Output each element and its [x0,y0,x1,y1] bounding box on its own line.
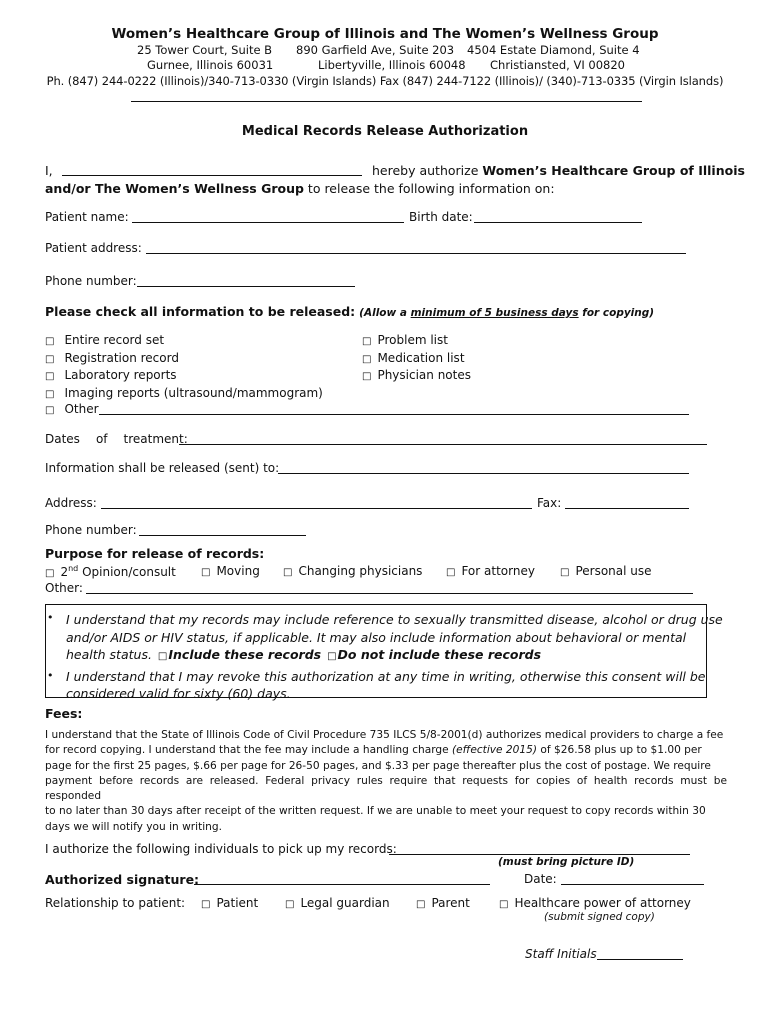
purpose-for-attorney[interactable]: □ For attorney [446,564,535,578]
notice-2-line-2: considered valid for sixty (60) days. [66,686,291,701]
intro-line-2: and/or The Women’s Wellness Group to release the following information on: [45,181,555,196]
birth-date-label: Birth date: [409,210,473,224]
checkbox-icon: □ [45,568,55,579]
patient-address-field[interactable] [146,242,686,254]
release-fax-field[interactable] [565,497,689,509]
relationship-label: Relationship to patient: [45,896,186,910]
notice-1-line-3: health status. □Include these records □Do not include these records [66,647,542,662]
check-section-heading: Please check all information to be released: (Allow a minimum of 5 business days for copying) [45,304,655,319]
staff-initials-field[interactable] [597,948,683,960]
checkbox-icon: □ [327,651,337,662]
checkbox-icon: □ [499,899,509,910]
header-divider [131,101,642,102]
fees-paragraph: I understand that the State of Illinois Code of Civil Procedure 735 ILCS 5/8-2001(d) authorizes medical providers to charge a fee for record copying. I understand that the fee may include a handling charge (effective 2015) of $26.58 plus up to $1.00 per page for the first 25 pages, $.66 per page for 26-50 pages, and $.33 per page thereafter plus the cost of postage. We require payment before records are released. Federal privacy rules require that requests for copies of health records must be responded to no later than 30 days after receipt of the written request. If we are unable to meet your request to copy records within 30 days we will notify you in writing. [45,729,727,833]
pickup-names-field[interactable] [389,843,690,855]
address-gurnee-street: 25 Tower Court, Suite B [137,43,273,57]
address-libertyville-street: 890 Garfield Ave, Suite 203 [296,43,455,57]
release-fax-label: Fax: [537,496,562,510]
checkbox-icon: □ [45,354,55,365]
notice-2-line-1: I understand that I may revoke this authorization at any time in writing, otherwise this consent will be [66,669,706,684]
address-gurnee-city: Gurnee, Illinois 60031 [147,58,274,72]
checkbox-icon: □ [283,567,293,578]
checkbox-icon: □ [416,899,426,910]
checkbox-entire-record[interactable]: □ Entire record set [45,333,165,347]
checkbox-problem-list[interactable]: □ Problem list [362,333,448,347]
purpose-personal-use[interactable]: □ Personal use [560,564,652,578]
checkbox-icon: □ [201,899,211,910]
checkbox-icon: □ [362,336,372,347]
bullet-icon: • [47,611,54,624]
checkbox-imaging-reports[interactable]: □ Imaging reports (ultrasound/mammogram) [45,386,323,400]
dates-of-treatment-field[interactable] [179,433,707,445]
poa-note: (submit signed copy) [544,911,655,923]
intro-org-b: and/or The Women’s Wellness Group [45,181,304,196]
release-phone-label: Phone number: [45,523,137,537]
signature-date-label: Date: [524,872,557,886]
released-to-field[interactable] [278,462,689,474]
purpose-second-opinion[interactable]: □ 2nd Opinion/consult [45,564,176,579]
patient-name-field[interactable] [132,211,404,223]
released-to-label: Information shall be released (sent) to: [45,461,280,475]
notice-1-line-2: and/or AIDS or HIV status, if applicable. It may also include information about behavioral or mental [66,630,687,645]
checkbox-medication-list[interactable]: □ Medication list [362,351,465,365]
relationship-legal-guardian[interactable]: □ Legal guardian [285,896,390,910]
authorizer-name-field[interactable] [62,164,362,176]
staff-initials-label: Staff Initials [525,947,597,961]
phone-number-label: Phone number: [45,274,137,288]
dates-of-treatment-label: Dates of treatment: [45,432,188,446]
relationship-patient[interactable]: □ Patient [201,896,259,910]
checkbox-icon: □ [446,567,456,578]
checkbox-icon: □ [45,389,55,400]
pickup-label: I authorize the following individuals to pick up my records: [45,842,397,856]
patient-name-label: Patient name: [45,210,129,224]
include-records-option[interactable]: Include these records [168,647,322,662]
checkbox-icon: □ [201,567,211,578]
release-phone-field[interactable] [139,524,306,536]
phone-number-field[interactable] [137,275,355,287]
relationship-poa[interactable]: □ Healthcare power of attorney [499,896,691,910]
intro-i: I, [45,163,53,178]
birth-date-field[interactable] [474,211,642,223]
intro-org-a: Women’s Healthcare Group of Illinois [482,163,745,178]
signature-label: Authorized signature: [45,872,200,887]
checkbox-icon: □ [560,567,570,578]
checkbox-physician-notes[interactable]: □ Physician notes [362,368,471,382]
checkbox-other[interactable]: □ Other [45,402,99,416]
purpose-heading: Purpose for release of records: [45,546,265,561]
pickup-id-note: (must bring picture ID) [498,856,635,868]
checkbox-icon: □ [45,336,55,347]
checkbox-icon: □ [157,651,168,662]
checkbox-icon: □ [285,899,295,910]
bullet-icon: • [47,669,54,682]
org-title: Women’s Healthcare Group of Illinois and The Women’s Wellness Group [111,26,659,42]
relationship-parent[interactable]: □ Parent [416,896,470,910]
other-info-field[interactable] [99,403,689,415]
purpose-other-field[interactable] [86,582,693,594]
release-address-field[interactable] [101,497,532,509]
purpose-changing-physicians[interactable]: □ Changing physicians [283,564,423,578]
purpose-other-label: Other: [45,581,83,595]
notice-1-line-1: I understand that my records may include reference to sexually transmitted disease, alcohol or drug use [66,612,723,627]
checkbox-icon: □ [45,405,55,416]
address-christiansted-street: 4504 Estate Diamond, Suite 4 [467,43,640,57]
checkbox-registration-record[interactable]: □ Registration record [45,351,179,365]
copy-time-note: (Allow a minimum of 5 business days for copying) [359,307,655,319]
checkbox-icon: □ [362,371,372,382]
patient-address-label: Patient address: [45,241,142,255]
signature-field[interactable] [194,873,490,885]
release-address-label: Address: [45,496,97,510]
signature-date-field[interactable] [561,873,704,885]
header-phone-line: Ph. (847) 244-0222 (Illinois)/340-713-0330 (Virgin Islands) Fax (847) 244-7122 (Illinois)/ (340)-713-0335 (Virgin Islands) [46,74,724,88]
purpose-moving[interactable]: □ Moving [201,564,260,578]
intro-hereby: hereby authorize Women’s Healthcare Group of Illinois [372,163,745,178]
fees-heading: Fees: [45,706,83,721]
address-christiansted-city: Christiansted, VI 00820 [490,58,625,72]
checkbox-icon: □ [362,354,372,365]
checkbox-icon: □ [45,371,55,382]
exclude-records-option[interactable]: Do not include these records [337,647,542,662]
address-libertyville-city: Libertyville, Illinois 60048 [318,58,466,72]
checkbox-laboratory-reports[interactable]: □ Laboratory reports [45,368,177,382]
form-title: Medical Records Release Authorization [241,124,529,139]
